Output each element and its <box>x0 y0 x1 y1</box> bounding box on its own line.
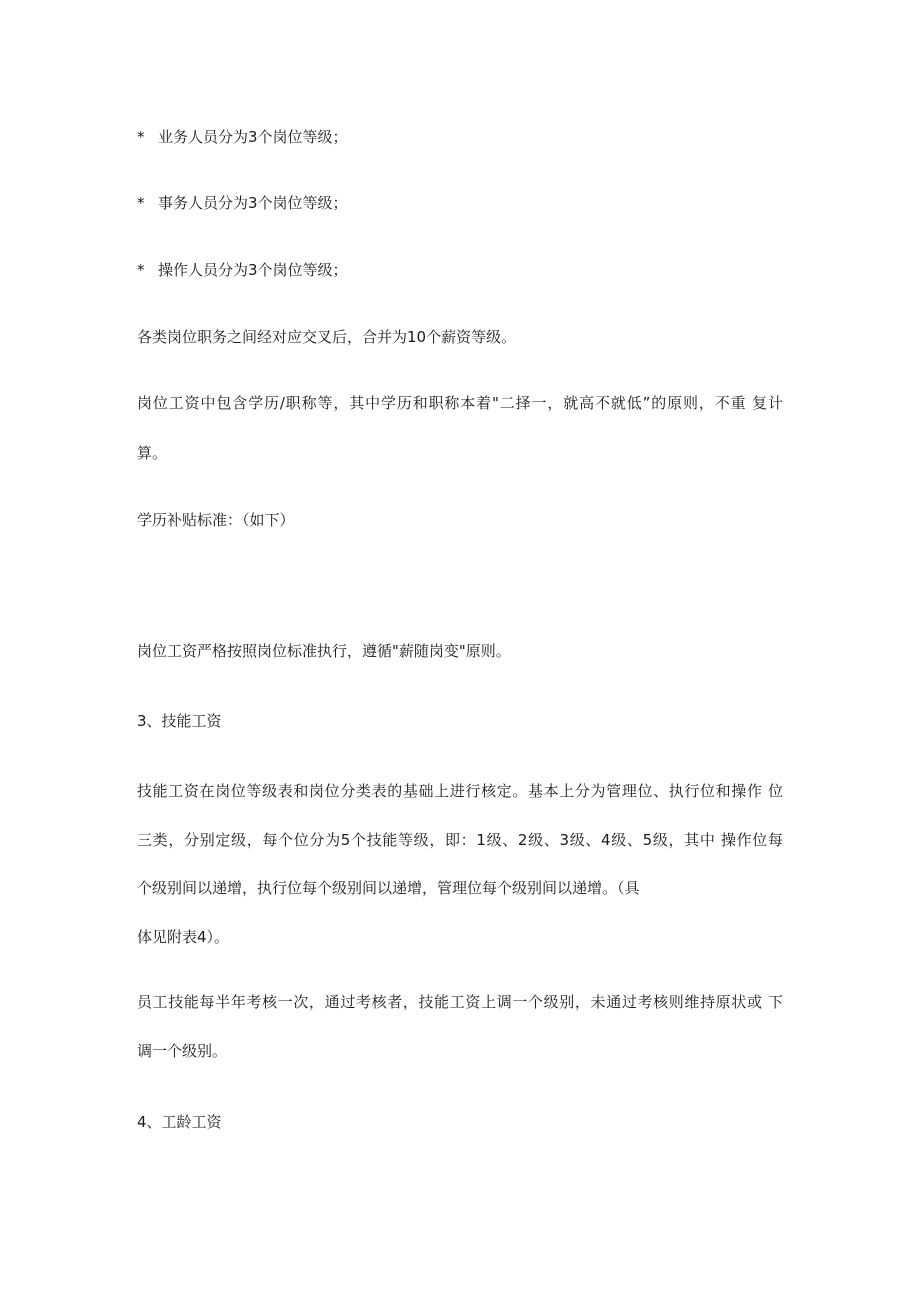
bullet-marker: * <box>137 194 145 212</box>
bullet-marker: * <box>137 261 145 279</box>
assessment-paragraph-line-1: 员工技能每半年考核一次，通过考核者，技能工资上调一个级别，未通过考核则维持原状或 下 <box>137 993 783 1011</box>
skill-paragraph-line-1: 技能工资在岗位等级表和岗位分类表的基础上进行核定。基本上分为管理位、执行位和操作 位 <box>137 782 783 800</box>
bullet-item <box>137 193 348 213</box>
paragraph-strict-standard: 岗位工资严格按照岗位标准执行，遵循"薪随岗变"原则。 <box>137 642 511 660</box>
assessment-paragraph-line-2: 调一个级别。 <box>137 1042 228 1060</box>
bullet-item <box>137 127 348 147</box>
skill-paragraph-line-3: 个级别间以递增，执行位每个级别间以递增，管理位每个级别间以递增。（具 <box>137 879 640 897</box>
bullet-text: 业务人员分为3个岗位等级； <box>158 128 348 146</box>
paragraph-salary-merge: 各类岗位职务之间经对应交叉后，合并为10个薪资等级。 <box>137 328 517 346</box>
bullet-text: 操作人员分为3个岗位等级； <box>158 261 348 279</box>
education-subsidy-label: 学历补贴标准：（如下） <box>137 511 295 529</box>
skill-paragraph-line-2: 三类，分别定级，每个位分为5个技能等级，即：1级、2级、3级、4级、5级，其中 操作位每 <box>137 831 783 849</box>
bullet-marker: * <box>137 128 145 146</box>
section-heading-seniority-wage: 4、工龄工资 <box>137 1113 222 1131</box>
skill-paragraph-line-4: 体见附表4）。 <box>137 928 230 946</box>
section-heading-skill-wage: 3、技能工资 <box>137 712 222 730</box>
bullet-item <box>137 260 348 280</box>
paragraph-education-line-1: 岗位工资中包含学历/职称等，其中学历和职称本着"二择一，就高不就低”的原则，不重 复计 <box>137 394 783 412</box>
bullet-text: 事务人员分为3个岗位等级； <box>158 194 348 212</box>
paragraph-education-line-2: 算。 <box>137 444 168 462</box>
